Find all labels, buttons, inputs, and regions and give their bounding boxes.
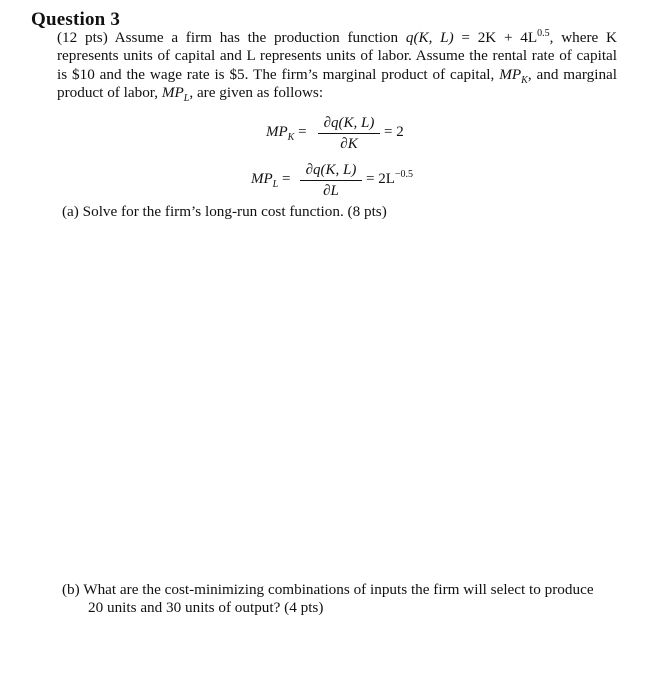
mpk-inline-subscript: K <box>521 74 528 86</box>
points-label: (12 pts) <box>57 29 108 46</box>
mpk-equation-lhs: $MP_K$ = <box>266 124 307 143</box>
part-b-prompt-line2: 20 units and 30 units of output? (4 pts) <box>88 599 324 616</box>
intro-text-d: , are given as follows: <box>189 83 324 101</box>
mpk-numerator: ∂q(K, L) <box>318 115 380 134</box>
mpl-equation-rhs: = $2L^{-0.5}$ <box>366 169 414 187</box>
intro-text-b: , where K represents units of capital and L represents units of labor. Assume the rental rate of capital is $10 and the wage rate is $5. The firm’s marginal product of capital, <box>57 29 618 83</box>
intro-text-a: Assume a firm has the production function <box>114 29 399 46</box>
mpk-fraction <box>318 115 380 153</box>
production-function-lhs: q(K, L) <box>405 29 454 46</box>
mpk-denominator: ∂K <box>340 136 358 152</box>
production-function-rhs: = 2K + 4L <box>461 29 538 46</box>
question-title: Question 3 <box>31 9 121 30</box>
mpl-denominator: ∂L <box>323 183 339 199</box>
production-function-exponent: 0.5 <box>537 27 550 39</box>
question-intro <box>57 29 617 102</box>
part-a-prompt: (a) Solve for the firm’s long-run cost function. (8 pts) <box>62 203 387 220</box>
mpk-inline-symbol: MP <box>499 65 522 83</box>
mpl-equation-lhs: $MP_L$ = <box>251 171 291 190</box>
mpl-numerator: ∂q(K, L) <box>300 162 362 181</box>
intro-text-c: , and marginal product of labor, <box>57 65 617 101</box>
mpl-inline-symbol: MP <box>161 83 184 101</box>
mpl-fraction <box>300 162 362 200</box>
part-b-prompt-line1: (b) What are the cost-minimizing combinations of inputs the firm will select to produce <box>62 581 594 598</box>
mpk-equation-rhs: = 2 <box>384 124 404 140</box>
mpl-inline-subscript: L <box>183 92 190 104</box>
